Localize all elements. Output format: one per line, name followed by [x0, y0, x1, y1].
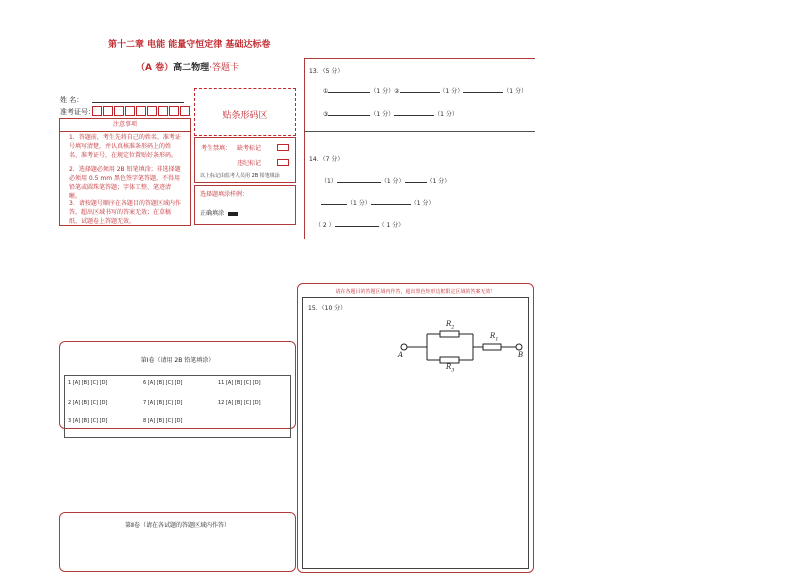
- node-a-label: A: [398, 351, 404, 359]
- section2-box[interactable]: [59, 512, 296, 572]
- subtitle-main: 高二物理: [173, 63, 210, 73]
- node-a-terminal: [401, 344, 407, 350]
- node-b-terminal: [516, 344, 522, 350]
- choice-row[interactable]: 8 [A] [B] [C] [D]: [143, 418, 183, 424]
- barcode-label: 贴条形码区: [222, 111, 268, 121]
- r2-label: $R_2$: [446, 320, 455, 331]
- id-cell[interactable]: [158, 106, 168, 116]
- exam-mark-note: 以上标记由监考人员用 2B 铅笔填涂: [200, 173, 280, 179]
- circuit-diagram: [395, 320, 530, 375]
- correct-fill-label: 正确填涂: [200, 210, 225, 217]
- id-cell[interactable]: [103, 106, 113, 116]
- q14-header: 14．（7 分）: [309, 156, 344, 163]
- choice-row[interactable]: 11 [A] [B] [C] [D]: [218, 380, 261, 386]
- absent-checkbox[interactable]: [277, 144, 289, 151]
- r1-label: $R_1$: [490, 332, 499, 343]
- name-field[interactable]: [92, 102, 184, 103]
- q14-line3[interactable]: （ 2 ） （ 1 分）: [315, 222, 405, 229]
- node-b-label: B: [518, 351, 524, 359]
- id-grid[interactable]: [92, 106, 192, 116]
- id-label: 准考证号：: [60, 108, 95, 116]
- q13-header: 13．（5 分）: [309, 68, 344, 75]
- choice-row[interactable]: 6 [A] [B] [C] [D]: [143, 380, 183, 386]
- r3-label: $R_3$: [446, 363, 455, 374]
- notice-item-2: 2．选择题必须用 2B 铅笔填涂；非选择题必须用 0.5 mm 黑色签字笔答题，不得用铅笔或圆珠笔答题；字体工整、笔迹清晰。: [69, 166, 181, 200]
- choice-row[interactable]: 1 [A] [B] [C] [D]: [68, 380, 108, 386]
- id-cell[interactable]: [169, 106, 179, 116]
- q15-warning: 请在各题目的答题区域内作答，超出黑色矩形边框限定区域的答案无效！: [335, 289, 496, 295]
- choice-row[interactable]: 12 [A] [B] [C] [D]: [218, 400, 261, 406]
- page-title: 第十二章 电能 能量守恒定律 基础达标卷: [108, 40, 271, 50]
- barcode-area: [194, 88, 296, 136]
- exam-mark-box: [194, 137, 296, 183]
- fill-example-correct: [200, 208, 238, 217]
- id-cell[interactable]: [147, 106, 157, 116]
- q15-header: 15．（10 分）: [308, 305, 347, 312]
- subtitle-suffix: ·答题卡: [209, 63, 239, 73]
- notice-box: [59, 118, 191, 226]
- id-cell[interactable]: [136, 106, 146, 116]
- id-cell[interactable]: [114, 106, 124, 116]
- fill-example-title: 选择题填涂样例：: [200, 191, 249, 198]
- choice-row[interactable]: 2 [A] [B] [C] [D]: [68, 400, 108, 406]
- exam-mark-label: 考生禁填：: [201, 145, 232, 152]
- id-cell[interactable]: [180, 106, 190, 116]
- name-label: 姓 名：: [60, 96, 84, 104]
- absent-label: 缺考标记: [237, 145, 262, 152]
- notice-item-1: 1．答题前，考生先将自己的姓名、准考证号填写清楚，并认真核准条形码上的姓名、准考证号，在规定位置贴好条形码。: [69, 134, 181, 159]
- q13-q14-divider: [304, 131, 535, 132]
- choice-row[interactable]: 7 [A] [B] [C] [D]: [143, 400, 183, 406]
- fill-example-box: [194, 185, 296, 225]
- q13-line1[interactable]: ① （1 分）② （1 分） （1 分）: [323, 88, 527, 95]
- resistor-r1: [483, 344, 501, 350]
- q14-line2[interactable]: （1 分） （1 分）: [321, 198, 434, 207]
- filled-mark-icon: [228, 212, 238, 216]
- violation-label: 违纪标记: [237, 160, 262, 167]
- id-cell[interactable]: [125, 106, 135, 116]
- q13-line2[interactable]: ③ （1 分） （1 分）: [323, 111, 458, 118]
- choice-row[interactable]: 3 [A] [B] [C] [D]: [68, 418, 108, 424]
- notice-item-3: 3．请按题号顺序在各题目的答题区域内作答，超出区域书写的答案无效；在草稿纸、试题卷上答题无效。: [69, 200, 181, 225]
- section2-title: 第Ⅱ卷（请在各试题的答题区域内作答）: [125, 522, 230, 529]
- notice-title: 注意事项: [60, 119, 190, 132]
- subtitle-prefix: （A 卷）: [136, 63, 174, 73]
- violation-checkbox[interactable]: [277, 159, 289, 166]
- resistor-r2: [440, 331, 459, 337]
- page-subtitle: [136, 60, 239, 73]
- q14-line1[interactable]: （1） （1 分） （1 分）: [321, 178, 451, 185]
- section1-title: 第Ⅰ卷（请用 2B 铅笔填涂）: [140, 357, 215, 364]
- id-cell[interactable]: [92, 106, 102, 116]
